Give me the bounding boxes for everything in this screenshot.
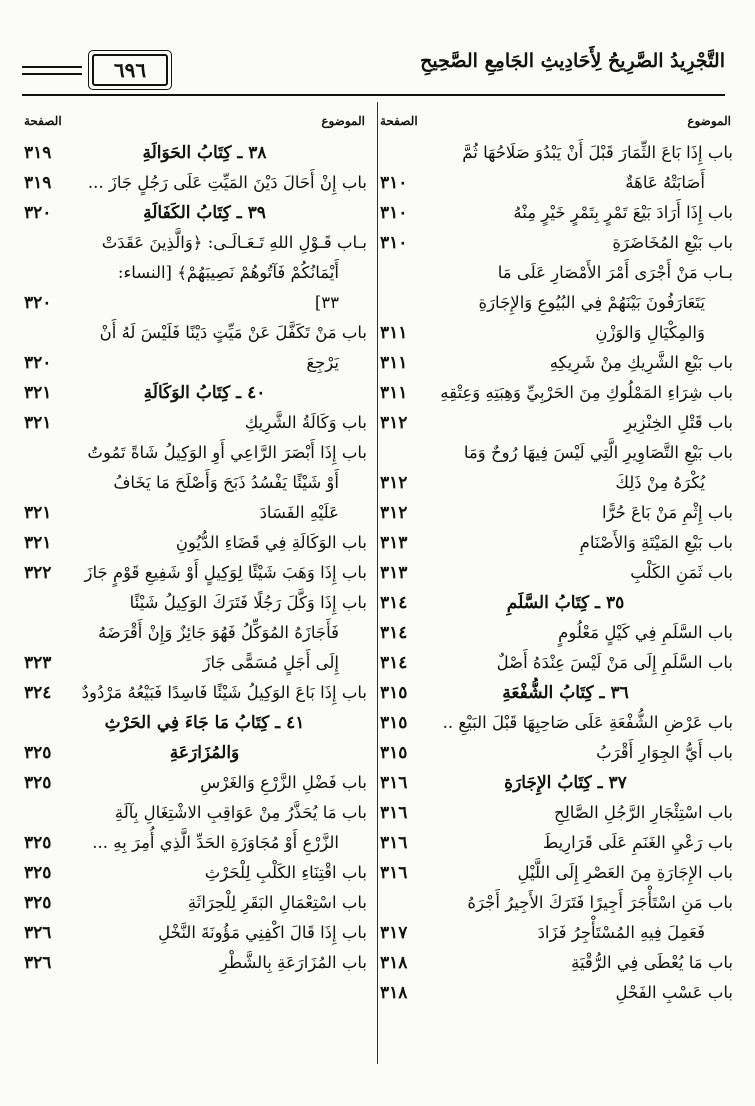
entry-page-number: ٣٢٥ <box>24 893 52 913</box>
entry-page-number: ٣١٥ <box>380 743 408 763</box>
entry-text: باب إِنْ أَحَالَ دَيْنَ المَيِّتِ عَلَى رَجُلٍ جَازَ ... <box>87 173 367 192</box>
entry-page-number: ٣١١ <box>380 383 408 403</box>
entry-text: باب إِذَا أَبْصَرَ الرَّاعِي أَوِ الوَكِيلُ شَاةً تَمُوتُ <box>87 443 367 462</box>
entry-page-number: ٣٢٥ <box>24 863 52 883</box>
index-entry <box>378 828 733 858</box>
column-header <box>22 108 367 138</box>
entry-text: باب مَنِ اسْتَأْجَرَ أَجِيرًا فَتَرَكَ الأَجِيرُ أَجْرَهُ <box>467 893 733 912</box>
entry-text: باب الإِجَارَةِ مِنَ العَصْرِ إِلَى اللَّيْلِ <box>517 863 733 882</box>
entry-page-number: ٣٢١ <box>24 383 52 403</box>
entry-page-number: ٣١٢ <box>380 503 408 523</box>
index-entry <box>378 228 733 258</box>
entry-text: باب بَيْعِ المُخَاضَرَةِ <box>612 233 733 252</box>
chapter-title: ٤١ ـ كِتَابُ مَا جَاءَ فِي الحَرْثِ <box>104 713 305 733</box>
entry-text: باب إِذَا وَكَّلَ رَجُلًا فَتَرَكَ الوَكِيلُ شَيْئًا <box>129 593 367 612</box>
chapter-title: ٣٦ ـ كِتَابُ الشُّفْعَةِ <box>502 683 629 703</box>
entry-page-number: ٣١٤ <box>380 593 408 613</box>
entry-page-number: ٣١٨ <box>380 953 408 973</box>
entry-text: يَرْجِعَ <box>306 353 339 372</box>
entry-text: باب مَا يُعْطَى فِي الرُّقْيَةِ <box>571 953 733 972</box>
page-label: الصفحة <box>380 114 418 128</box>
entry-text: ٣٣] <box>314 293 339 312</box>
entry-page-number: ٣١٠ <box>380 233 408 253</box>
entry-page-number: ٣٢١ <box>24 413 52 433</box>
chapter-heading <box>378 588 733 618</box>
entry-page-number: ٣١٨ <box>380 983 408 1003</box>
chapter-heading <box>22 198 367 228</box>
entry-page-number: ٣١٥ <box>380 713 408 733</box>
index-entry <box>378 708 733 738</box>
index-column-right <box>378 108 733 1008</box>
chapter-title: وَالمُزَارَعَةِ <box>169 743 240 763</box>
index-entry <box>378 378 733 408</box>
index-entry <box>378 348 733 378</box>
entry-page-number: ٣١٦ <box>380 803 408 823</box>
index-entry <box>378 618 733 648</box>
index-entry <box>378 498 733 528</box>
entry-page-number: ٣٢٥ <box>24 773 52 793</box>
chapter-heading <box>22 738 367 768</box>
header-ornament <box>22 66 82 75</box>
index-entry <box>22 318 367 378</box>
entry-page-number: ٣٢٦ <box>24 953 52 973</box>
entry-text: باب إِذَا أَرَادَ بَيْعَ تَمْرٍ بِتَمْرٍ خَيْرٍ مِنْهُ <box>513 203 733 222</box>
entry-text: باب إِذَا بَاعَ الثِّمَارَ قَبْلَ أَنْ يَبْدُوَ صَلَاحُهَا ثُمَّ <box>462 143 733 162</box>
topic-label: الموضوع <box>321 114 365 128</box>
index-entry <box>378 198 733 228</box>
page-header <box>22 42 725 96</box>
index-entry <box>378 648 733 678</box>
chapter-heading <box>378 768 733 798</box>
chapter-title: ٣٥ ـ كِتَابُ السَّلَمِ <box>506 593 625 613</box>
chapter-title: ٣٨ ـ كِتَابُ الحَوَالَةِ <box>142 143 267 163</box>
entry-text: باب فَضْلِ الزَّرْعِ وَالغَرْسِ <box>200 773 367 792</box>
entry-page-number: ٣٢٦ <box>24 923 52 943</box>
index-entry <box>378 858 733 888</box>
entry-text: فَعَمِلَ فِيهِ المُسْتَأْجِرُ فَزَادَ <box>537 923 705 942</box>
index-entry <box>22 558 367 588</box>
entry-page-number: ٣١١ <box>380 323 408 343</box>
index-entry <box>378 738 733 768</box>
entry-text: الزَّرْعِ أَوْ مُجَاوَزَةِ الحَدِّ الَّذِي أُمِرَ بِهِ ... <box>92 833 339 852</box>
index-entry <box>22 588 367 678</box>
entry-page-number: ٣١٠ <box>380 203 408 223</box>
index-entry <box>378 258 733 348</box>
index-entry <box>22 678 367 708</box>
entry-text: أَوْ شَيْئًا يَفْسُدُ ذَبَحَ وَأَصْلَحَ مَا يَخَافُ <box>113 473 339 492</box>
index-entry <box>22 528 367 558</box>
index-entry <box>22 918 367 948</box>
entry-text: باب السَّلَمِ فِي كَيْلٍ مَعْلُومٍ <box>558 623 733 642</box>
entry-text: يَتَعَارَفُونَ بَيْنَهُمْ فِي البُيُوعِ وَالإِجَارَةِ <box>478 293 705 312</box>
index-entry <box>378 948 733 978</box>
entry-page-number: ٣١٦ <box>380 773 408 793</box>
entry-page-number: ٣٢٠ <box>24 293 52 313</box>
entry-page-number: ٣٢٢ <box>24 563 52 583</box>
entry-page-number: ٣١٧ <box>380 923 408 943</box>
entry-text: باب إِذَا بَاعَ الوَكِيلُ شَيْئًا فَاسِدًا فَبَيْعُهُ مَرْدُودٌ <box>81 683 367 702</box>
entry-text: باب بَيْعِ التَّصَاوِيرِ الَّتِي لَيْسَ فِيهَا رُوحٌ وَمَا <box>463 443 733 462</box>
column-header <box>378 108 733 138</box>
entry-text: باب عَسْبِ الفَحْلِ <box>615 983 733 1002</box>
index-entry <box>378 558 733 588</box>
entry-page-number: ٣١٦ <box>380 863 408 883</box>
entry-text: باب إِذَا قَالَ اكْفِنِي مَؤُونَةَ النَّخْلِ <box>158 923 367 942</box>
header-rule <box>22 94 725 96</box>
index-entry <box>378 138 733 198</box>
entry-text: باب بَيْعِ الشَّرِيكِ مِنْ شَرِيكِهِ <box>549 353 733 372</box>
entry-page-number: ٣١١ <box>380 353 408 373</box>
index-entry <box>378 978 733 1008</box>
index-entry <box>22 858 367 888</box>
page-number: ٦٩٦ <box>92 54 168 86</box>
entry-text: يُكْرَهُ مِنْ ذَلِكَ <box>615 473 705 492</box>
entry-text: باب اسْتِعْمَالِ البَقَرِ لِلْحِرَاثَةِ <box>187 893 367 912</box>
entry-text: باب مَا يُحَذَّرُ مِنْ عَوَاقِبِ الاشْتِغَالِ بِآلَةِ <box>114 803 367 822</box>
index-entry <box>22 948 367 978</box>
index-entry <box>22 168 367 198</box>
entry-page-number: ٣٢١ <box>24 503 52 523</box>
entry-page-number: ٣٢٣ <box>24 653 52 673</box>
entry-page-number: ٣١٣ <box>380 533 408 553</box>
entry-page-number: ٣٢٥ <box>24 743 52 763</box>
index-column-left <box>22 108 367 978</box>
chapter-title: ٣٧ ـ كِتَابُ الإِجَارَةِ <box>504 773 627 793</box>
entry-page-number: ٣٢٠ <box>24 353 52 373</box>
chapter-title: ٤٠ ـ كِتَابُ الوَكَالَةِ <box>143 383 266 403</box>
index-entry <box>378 438 733 498</box>
entry-text: باب الوَكَالَةِ فِي قَضَاءِ الدُّيُونِ <box>175 533 367 552</box>
index-entry <box>378 408 733 438</box>
index-entry <box>22 228 367 318</box>
chapter-heading <box>378 678 733 708</box>
entry-text: باب رَعْيِ الغَنَمِ عَلَى قَرَارِيطَ <box>542 833 733 852</box>
entry-page-number: ٣١٢ <box>380 473 408 493</box>
entry-text: باب السَّلَمِ إِلَى مَنْ لَيْسَ عِنْدَهُ أَصْلٌ <box>496 653 733 672</box>
entry-page-number: ٣٢٤ <box>24 683 52 703</box>
book-title: التَّجْرِيدُ الصَّرِيحُ لِأَحَادِيثِ الجَامِعِ الصَّحِيحِ <box>420 50 725 72</box>
entry-page-number: ٣١٤ <box>380 653 408 673</box>
chapter-heading <box>22 138 367 168</box>
entry-page-number: ٣١٣ <box>380 563 408 583</box>
entry-text: أَصَابَتْهُ عَاهَةٌ <box>625 173 705 192</box>
entry-text: بـاب مَنْ أَجْرَى أَمْرَ الأَمْصَارِ عَلَى مَا <box>497 263 733 282</box>
chapter-heading <box>22 378 367 408</box>
entry-page-number: ٣١٠ <box>380 173 408 193</box>
entry-page-number: ٣١٤ <box>380 623 408 643</box>
chapter-title: ٣٩ ـ كِتَابُ الكَفَالَةِ <box>143 203 266 223</box>
entry-text: باب بَيْعِ المَيْتَةِ وَالأَصْنَامِ <box>579 533 733 552</box>
entry-page-number: ٣٢٠ <box>24 203 52 223</box>
entry-text: باب اقْتِنَاءِ الكَلْبِ لِلْحَرْثِ <box>204 863 367 882</box>
index-entry <box>22 888 367 918</box>
entry-text: بـاب قَـوْلِ اللهِ تَـعَـالَـى: ﴿وَالَّذِينَ عَقَدَتْ <box>101 233 367 252</box>
index-entry <box>378 528 733 558</box>
entry-text: عَلَيْهِ الفَسَادَ <box>259 503 339 522</box>
index-entry <box>22 408 367 438</box>
page-label: الصفحة <box>24 114 62 128</box>
entry-text: أَيْمَانُكُمْ فَآتُوهُمْ نَصِيبَهُمْ﴾ [النساء: <box>117 263 339 282</box>
entry-text: باب قَتْلِ الخِنْزِيرِ <box>623 413 733 432</box>
topic-label: الموضوع <box>687 114 731 128</box>
entry-text: باب اسْتِئْجَارِ الرَّجُلِ الصَّالِحِ <box>554 803 733 822</box>
entry-text: باب المُزَارَعَةِ بِالشَّطْرِ <box>219 953 367 972</box>
index-entry <box>22 798 367 858</box>
entry-text: فَأَجَازَهُ المُوَكِّلُ فَهُوَ جَائِزٌ وَإِنْ أَقْرَضَهُ <box>97 623 339 642</box>
index-entry <box>378 798 733 828</box>
entry-text: باب مَنْ تَكَفَّلَ عَنْ مَيِّتٍ دَيْنًا فَلَيْسَ لَهُ أَنْ <box>99 323 367 342</box>
entry-page-number: ٣١٥ <box>380 683 408 703</box>
entry-page-number: ٣١٦ <box>380 833 408 853</box>
entry-page-number: ٣١٩ <box>24 173 52 193</box>
index-entry <box>22 768 367 798</box>
entry-page-number: ٣٢١ <box>24 533 52 553</box>
entry-text: باب إِثْمِ مَنْ بَاعَ حُرًّا <box>601 503 733 522</box>
entry-page-number: ٣١٢ <box>380 413 408 433</box>
chapter-heading <box>22 708 367 738</box>
index-entry <box>22 438 367 528</box>
entry-text: باب عَرْضِ الشُّفْعَةِ عَلَى صَاحِبِهَا قَبْلَ البَيْعِ .. <box>442 713 733 732</box>
entry-text: باب ثَمَنِ الكَلْبِ <box>630 563 733 582</box>
entry-text: إِلَى أَجَلٍ مُسَمًّى جَازَ <box>202 653 339 672</box>
entry-page-number: ٣٢٥ <box>24 833 52 853</box>
entry-text: باب وَكَالَةُ الشَّرِيكِ <box>244 413 367 432</box>
entry-text: وَالمِكْيَالِ وَالوَزْنِ <box>595 323 705 342</box>
entry-text: باب شِرَاءِ المَمْلُوكِ مِنَ الحَرْبِيِّ وَهِبَتِهِ وَعِتْقِهِ <box>440 383 733 402</box>
index-entry <box>378 888 733 948</box>
entry-text: باب أَيُّ الجِوَارِ أَقْرَبُ <box>596 743 733 762</box>
entry-text: باب إِذَا وَهَبَ شَيْئًا لِوَكِيلٍ أَوْ شَفِيعِ قَوْمٍ جَازَ <box>84 563 367 582</box>
entry-page-number: ٣١٩ <box>24 143 52 163</box>
